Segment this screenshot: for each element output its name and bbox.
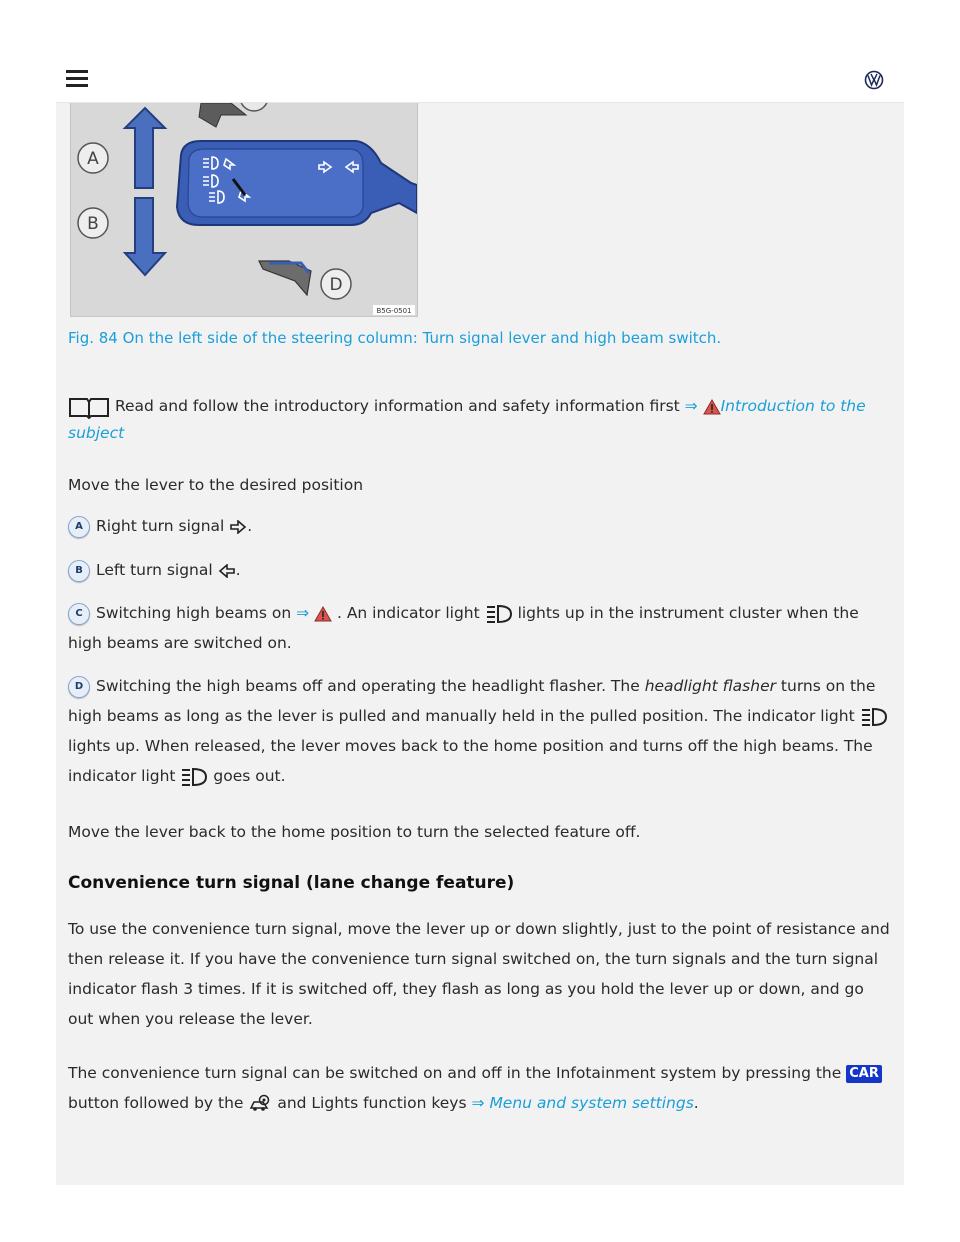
right-turn-signal-icon <box>229 520 247 534</box>
badge-b: B <box>68 560 90 582</box>
figure-label-a: A <box>87 149 99 169</box>
para2-text3: and Lights function keys <box>277 1094 467 1112</box>
item-b <box>68 555 890 585</box>
badge-c: C <box>68 603 90 625</box>
vw-logo-icon[interactable] <box>864 70 884 90</box>
intro-link[interactable]: Introduction to the subject <box>68 397 866 442</box>
item-d-text3: lights up. When released, the lever moves back to the home position and turns off the high beams. The indicator light <box>68 737 873 785</box>
top-bar <box>0 0 960 102</box>
item-d-text1: Switching the high beams off and operating the headlight flasher. The <box>96 677 640 695</box>
item-d-italic: headlight flasher <box>644 677 776 695</box>
section-heading: Convenience turn signal (lane change feature) <box>68 873 515 893</box>
badge-d: D <box>68 676 90 698</box>
item-c-text2: . An indicator light <box>336 604 480 622</box>
para2-text1: The convenience turn signal can be switched on and off in the Infotainment system by pressing the <box>68 1064 842 1082</box>
move-lever-text: Move the lever to the desired position <box>68 476 364 494</box>
turn-signal-lever-figure <box>70 103 418 317</box>
item-b-text: Left turn signal <box>96 561 213 579</box>
content-panel <box>56 102 904 1185</box>
high-beam-indicator-icon <box>860 707 888 727</box>
car-settings-gear-icon <box>248 1094 272 1114</box>
badge-a: A <box>68 516 90 538</box>
item-b-suffix: . <box>235 561 241 579</box>
item-a <box>68 511 890 541</box>
item-c-text3: lights up in the instrument cluster when the high beams are switched on. <box>68 604 859 652</box>
item-d-text4: goes out. <box>213 767 286 785</box>
intro-arrow: ⇒ <box>684 397 698 415</box>
convenience-paragraph: To use the convenience turn signal, move the lever up or down slightly, just to the point of resistance and then release it. If you have the convenience turn signal switched on, the turn signals and the turn signal indicator flash 3 times. If it is switched off, they flash as long as you hold the lever up or down, and go out when you release the lever. <box>68 920 890 1028</box>
figure-caption: Fig. 84 On the left side of the steering column: Turn signal lever and high beam switch. <box>68 329 722 347</box>
item-c-text1: Switching high beams on <box>96 604 292 622</box>
menu-settings-link[interactable]: Menu and system settings <box>489 1094 694 1112</box>
item-a-suffix: . <box>247 517 253 535</box>
figure-code: B5G-0501 <box>376 307 412 315</box>
item-d-text2: turns on the high beams as long as the lever is pulled and manually held in the pulled position. The indicator light <box>68 677 876 725</box>
car-button-icon: CAR <box>846 1065 882 1083</box>
para2-suffix: . <box>693 1094 699 1112</box>
item-a-text: Right turn signal <box>96 517 225 535</box>
hamburger-menu-icon[interactable] <box>66 70 88 88</box>
para2-arrow[interactable]: ⇒ <box>471 1094 485 1112</box>
item-c <box>68 598 890 658</box>
intro-paragraph <box>68 393 890 447</box>
settings-paragraph <box>68 1058 890 1118</box>
high-beam-indicator-icon <box>180 767 208 787</box>
para2-text2: button followed by the <box>68 1094 244 1112</box>
warning-triangle-icon[interactable] <box>314 606 332 622</box>
item-d <box>68 671 890 791</box>
intro-text: Read and follow the introductory information and safety information first <box>114 397 680 415</box>
manual-book-icon <box>68 395 110 419</box>
item-c-arrow[interactable]: ⇒ <box>296 604 310 622</box>
high-beam-indicator-icon <box>485 604 513 624</box>
figure-label-b: B <box>87 214 99 234</box>
move-back-text: Move the lever back to the home position to turn the selected feature off. <box>68 823 641 841</box>
warning-triangle-icon <box>703 399 721 415</box>
figure-label-d: D <box>329 275 343 295</box>
left-turn-signal-icon <box>218 564 236 578</box>
